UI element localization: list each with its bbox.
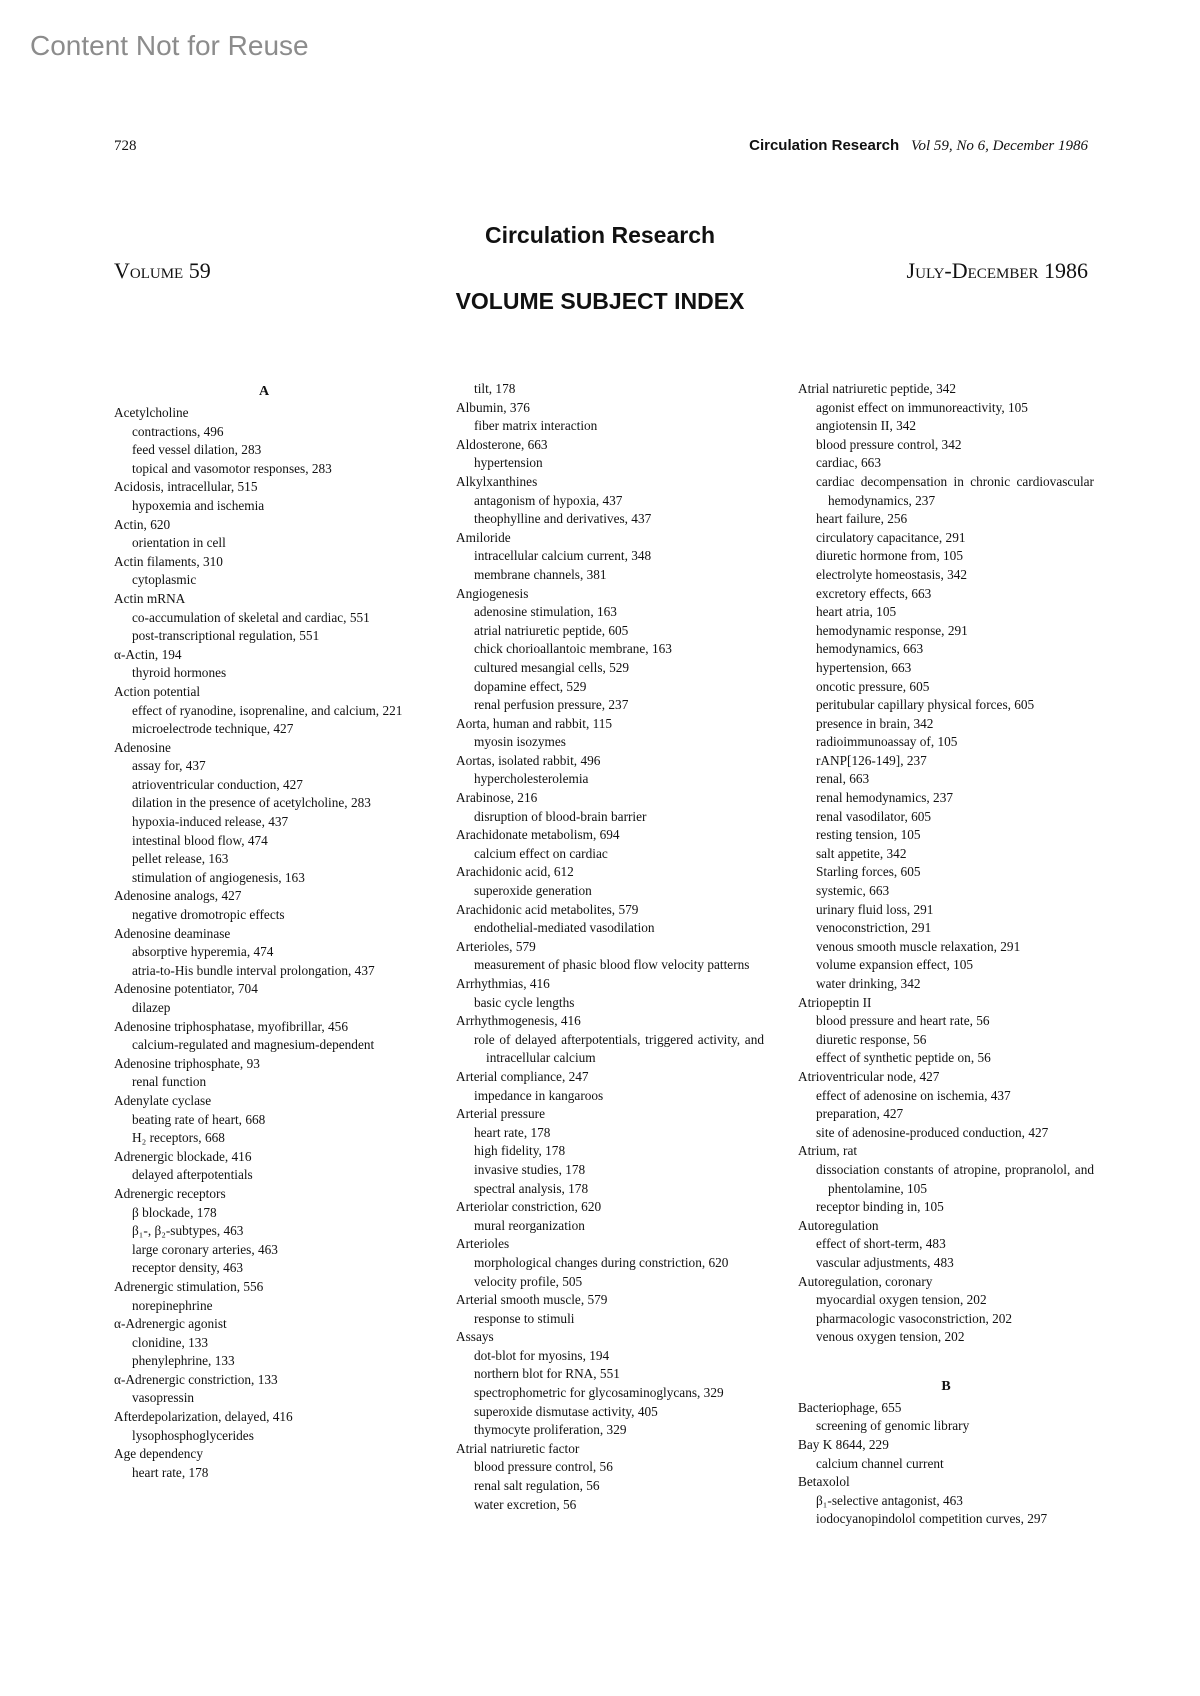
index-subentry: theophylline and derivatives, 437 [474,511,652,527]
index-subentry: water excretion, 56 [474,1496,577,1512]
index-entry: Acetylcholine [114,405,189,420]
index-subentry: co-accumulation of skeletal and cardiac, 551 [132,609,370,625]
index-entry: Adenylate cyclase [114,1092,212,1108]
index-subentry: myosin isozymes [474,734,566,750]
index-subentry: intestinal blood flow, 474 [132,832,268,848]
index-subentry: receptor binding in, 105 [816,1199,944,1215]
index-subentry: intracellular calcium current, 348 [474,548,652,564]
index-subentry: venous smooth muscle relaxation, 291 [816,938,1021,954]
index-subentry: β blockade, 178 [132,1204,217,1220]
running-header [749,137,1088,155]
index-subentry: systemic, 663 [816,883,890,899]
index-entry: Autoregulation [798,1217,879,1233]
index-subentry: heart atria, 105 [816,604,897,620]
index-subentry: renal salt regulation, 56 [474,1478,600,1494]
index-subentry: phenylephrine, 133 [132,1353,235,1369]
index-subentry: hypertension [474,455,543,471]
index-subentry: impedance in kangaroos [474,1087,604,1103]
index-subentry: oncotic pressure, 605 [816,678,930,694]
index-entry: Atrial natriuretic peptide, 342 [798,381,957,396]
index-entry: Atrioventricular node, 427 [798,1068,940,1084]
index-subentry: morphological changes during constriction, 620 [474,1254,729,1270]
index-column-3 [798,380,1094,1529]
index-entry: Atrial natriuretic factor [456,1440,580,1456]
index-subentry: rANP[126-149], 237 [816,752,927,768]
index-entry: Bay K 8644, 229 [798,1437,889,1453]
index-subentry: calcium effect on cardiac [474,845,608,861]
index-entry: Arrhythmogenesis, 416 [456,1013,581,1029]
index-subentry: receptor density, 463 [132,1260,244,1276]
index-subentry: volume expansion effect, 105 [816,957,974,973]
index-entry: Betaxolol [798,1474,850,1490]
index-subentry: Starling forces, 605 [816,864,921,880]
index-subentry: post-transcriptional regulation, 551 [132,628,320,644]
index-subentry: heart failure, 256 [816,511,908,527]
index-entry: Adenosine potentiator, 704 [114,981,258,997]
index-entry: Adenosine deaminase [114,925,231,941]
index-subentry: feed vessel dilation, 283 [132,442,262,458]
index-subentry: β₁-, β₂-subtypes, 463 [132,1223,244,1239]
index-subentry: diuretic response, 56 [816,1031,927,1047]
index-subentry: role of delayed afterpotentials, triggered activity, and intracellular calcium [474,1031,764,1066]
index-subentry: chick chorioallantoic membrane, 163 [474,641,672,657]
index-entry: Aorta, human and rabbit, 115 [456,715,613,731]
index-entry: Actin mRNA [114,590,186,606]
index-subentry: pellet release, 163 [132,851,229,867]
index-subentry: large coronary arteries, 463 [132,1241,278,1257]
index-subentry: thymocyte proliferation, 329 [474,1422,627,1438]
index-subentry: atrioventricular conduction, 427 [132,776,303,792]
index-column-1 [114,380,414,1482]
running-header-journal: Circulation Research [749,137,900,154]
index-subentry: renal hemodynamics, 237 [816,790,953,806]
index-entry: Arachidonate metabolism, 694 [456,827,620,843]
index-subentry: cardiac, 663 [816,455,881,471]
index-entry: α-Actin, 194 [114,646,182,662]
index-subentry: presence in brain, 342 [816,715,934,731]
index-subentry: basic cycle lengths [474,994,575,1010]
index-subentry: dot-blot for myosins, 194 [474,1347,610,1363]
index-subentry: negative dromotropic effects [132,907,285,923]
index-subentry: measurement of phasic blood flow velocity patterns [474,957,750,973]
index-entry: Actin filaments, 310 [114,553,223,569]
index-subentry: high fidelity, 178 [474,1143,566,1159]
index-entry: Arterial pressure [456,1106,545,1122]
index-entry: Amiloride [456,529,511,545]
index-subentry: resting tension, 105 [816,827,921,843]
index-entry: Arterioles, 579 [456,938,536,954]
index-entry: Atrium, rat [798,1143,858,1159]
section-letter: B [941,1378,951,1394]
index-subentry: vascular adjustments, 483 [816,1254,954,1270]
index-entry: Aldosterone, 663 [456,436,548,452]
watermark: Content Not for Reuse [30,30,309,61]
index-subentry: stimulation of angiogenesis, 163 [132,869,305,885]
index-entry: Arterial smooth muscle, 579 [456,1292,608,1308]
index-entry: Adenosine triphosphate, 93 [114,1055,260,1071]
index-entry: Arachidonic acid, 612 [456,864,574,880]
index-entry: Arachidonic acid metabolites, 579 [456,901,639,917]
index-subentry: preparation, 427 [816,1106,904,1122]
index-subentry: radioimmunoassay of, 105 [816,734,958,750]
index-entry: Albumin, 376 [456,399,530,415]
index-subentry: hemodynamics, 663 [816,641,924,657]
section-gap [798,1347,1094,1375]
index-subentry: spectrophometric for glycosaminoglycans, 329 [474,1385,724,1401]
index-subentry: salt appetite, 342 [816,845,907,861]
index-entry: Afterdepolarization, delayed, 416 [114,1409,293,1425]
page-number: 728 [114,138,137,154]
index-subentry: northern blot for RNA, 551 [474,1366,620,1382]
index-subentry: contractions, 496 [132,423,224,439]
index-subentry: calcium channel current [816,1455,944,1471]
section-letter: A [258,384,270,399]
index-subentry: membrane channels, 381 [474,566,607,582]
index-entry: Bacteriophage, 655 [798,1399,902,1415]
index-entry: Arteriolar constriction, 620 [456,1199,602,1215]
index-subentry: blood pressure control, 342 [816,436,962,452]
index-subentry: venous oxygen tension, 202 [816,1329,965,1345]
index-subentry: clonidine, 133 [132,1334,209,1350]
index-entry: Angiogenesis [456,585,529,601]
index-subentry: venoconstriction, 291 [816,920,932,936]
index-entry: Adenosine [114,739,171,755]
index-entry: Assays [456,1329,494,1345]
index-subentry: endothelial-mediated vasodilation [474,920,655,936]
index-subentry: microelectrode technique, 427 [132,721,294,737]
index-subentry: assay for, 437 [132,758,206,774]
index-subentry: orientation in cell [132,535,226,551]
index-subentry: mural reorganization [474,1217,585,1233]
index-subentry: renal vasodilator, 605 [816,808,932,824]
index-subentry: H₂ receptors, 668 [132,1130,225,1146]
index-subentry: hypoxia-induced release, 437 [132,814,289,830]
index-subentry: beating rate of heart, 668 [132,1111,266,1127]
index-subentry: excretory effects, 663 [816,585,932,601]
index-subentry: topical and vasomotor responses, 283 [132,460,332,476]
index-subentry: delayed afterpotentials [132,1167,253,1183]
index-subentry: superoxide generation [474,883,592,899]
index-subentry: hypoxemia and ischemia [132,497,265,513]
index-entry: Age dependency [114,1446,203,1462]
index-subtitle: VOLUME SUBJECT INDEX [455,288,745,314]
running-header-issue: Vol 59, No 6, December 1986 [910,138,1088,154]
index-entry: Actin, 620 [114,516,171,532]
index-entry: Alkylxanthines [456,473,538,489]
index-subentry: electrolyte homeostasis, 342 [816,566,968,582]
index-subentry: myocardial oxygen tension, 202 [816,1292,987,1308]
index-entry: Arabinose, 216 [456,790,538,806]
index-subentry: effect of ryanodine, isoprenaline, and calcium, 221 [132,702,403,718]
index-subentry: fiber matrix interaction [474,418,598,434]
index-subentry: hypercholesterolemia [474,771,589,787]
index-subentry: lysophosphoglycerides [132,1427,254,1443]
index-subentry: angiotensin II, 342 [816,418,917,434]
index-subentry: cytoplasmic [132,572,197,588]
index-subentry: heart rate, 178 [132,1464,209,1480]
index-subentry: response to stimuli [474,1310,575,1326]
index-subentry: dopamine effect, 529 [474,678,587,694]
index-subentry: water drinking, 342 [816,976,921,991]
index-subentry: blood pressure and heart rate, 56 [816,1013,990,1029]
index-subentry: renal perfusion pressure, 237 [474,697,629,713]
index-column-2 [456,380,764,1514]
index-entry: α-Adrenergic agonist [114,1316,227,1332]
index-entry: Aortas, isolated rabbit, 496 [456,752,601,768]
index-entry: Action potential [114,683,201,699]
index-subentry: thyroid hormones [132,665,227,681]
index-subentry: renal function [132,1074,207,1090]
index-subentry: superoxide dismutase activity, 405 [474,1403,658,1419]
index-subentry: cardiac decompensation in chronic cardiovascular hemodynamics, 237 [816,473,1094,508]
index-subentry: peritubular capillary physical forces, 605 [816,697,1035,713]
index-entry: Adenosine triphosphatase, myofibrillar, 456 [114,1018,348,1034]
date-range: July-December 1986 [906,258,1088,283]
index-entry: Acidosis, intracellular, 515 [114,479,258,495]
index-subentry: blood pressure control, 56 [474,1459,613,1475]
index-entry: Autoregulation, coronary [798,1273,933,1289]
index-subentry: dissociation constants of atropine, propranolol, and phentolamine, 105 [816,1161,1094,1196]
index-subentry: vasopressin [132,1390,195,1406]
index-subentry: hemodynamic response, 291 [816,622,968,638]
index-entry: Atriopeptin II [798,994,872,1010]
index-subentry: circulatory capacitance, 291 [816,529,966,545]
page-title: Circulation Research [484,222,716,248]
index-subentry: tilt, 178 [474,381,516,396]
index-subentry: effect of adenosine on ischemia, 437 [816,1087,1011,1103]
index-subentry: atria-to-His bundle interval prolongation, 437 [132,962,375,978]
index-subentry: renal, 663 [816,771,870,787]
index-subentry: antagonism of hypoxia, 437 [474,492,623,508]
index-subentry: effect of synthetic peptide on, 56 [816,1050,991,1066]
index-subentry: heart rate, 178 [474,1124,551,1140]
index-subentry: calcium-regulated and magnesium-dependent [132,1037,375,1053]
index-subentry: atrial natriuretic peptide, 605 [474,622,629,638]
index-subentry: disruption of blood-brain barrier [474,808,647,824]
index-entry: Adrenergic blockade, 416 [114,1148,252,1164]
index-subentry: hypertension, 663 [816,659,912,675]
index-entry: Arterial compliance, 247 [456,1068,589,1084]
index-subentry: spectral analysis, 178 [474,1180,589,1196]
index-entry: α-Adrenergic constriction, 133 [114,1371,278,1387]
index-subentry: iodocyanopindolol competition curves, 297 [816,1511,1048,1527]
index-subentry: diuretic hormone from, 105 [816,548,963,564]
index-subentry: absorptive hyperemia, 474 [132,944,274,960]
index-subentry: site of adenosine-produced conduction, 427 [816,1124,1049,1140]
index-subentry: adenosine stimulation, 163 [474,604,617,620]
index-subentry: urinary fluid loss, 291 [816,901,934,917]
index-entry: Adrenergic receptors [114,1185,226,1201]
index-subentry: screening of genomic library [816,1418,970,1434]
index-subentry: agonist effect on immunoreactivity, 105 [816,399,1028,415]
index-entry: Adrenergic stimulation, 556 [114,1278,264,1294]
index-subentry: velocity profile, 505 [474,1273,583,1289]
index-subentry: invasive studies, 178 [474,1161,586,1177]
index-subentry: effect of short-term, 483 [816,1236,946,1252]
index-subentry: norepinephrine [132,1297,213,1313]
index-subentry: pharmacologic vasoconstriction, 202 [816,1310,1013,1326]
index-subentry: β₁-selective antagonist, 463 [816,1492,963,1508]
index-entry: Arrhythmias, 416 [456,976,550,991]
index-entry: Arterioles [456,1236,510,1252]
index-entry: Adenosine analogs, 427 [114,888,242,904]
volume-label: Volume 59 [114,258,211,283]
index-subentry: dilation in the presence of acetylcholine, 283 [132,795,371,811]
index-subentry: cultured mesangial cells, 529 [474,659,630,675]
index-subentry: dilazep [132,1000,171,1015]
